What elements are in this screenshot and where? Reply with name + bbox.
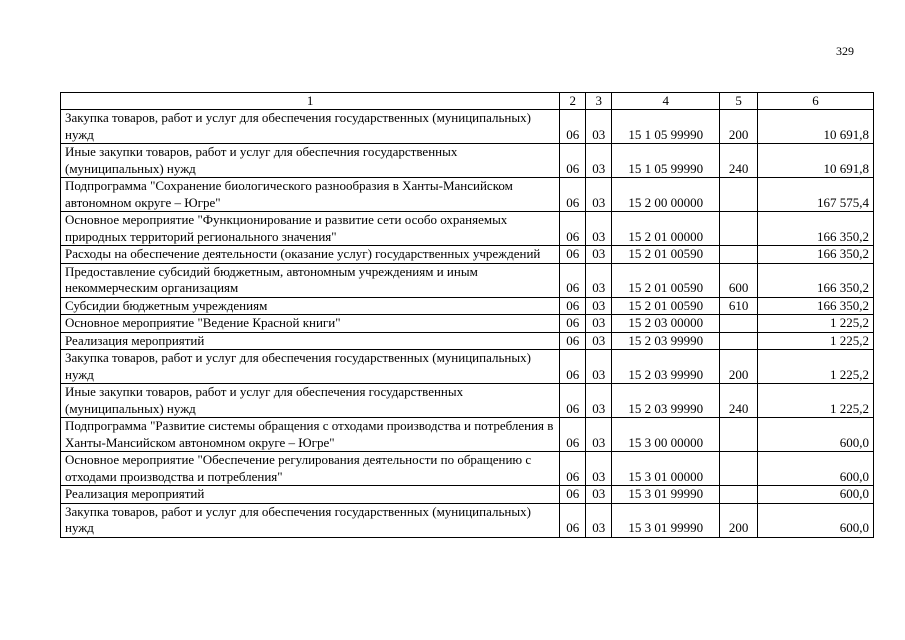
amount-cell: 167 575,4 <box>758 178 874 212</box>
expense-type-cell: 240 <box>720 384 758 418</box>
section-code-cell: 06 <box>560 452 586 486</box>
table-row <box>61 212 874 246</box>
table-row <box>61 503 874 537</box>
amount-cell: 600,0 <box>758 503 874 537</box>
target-article-cell: 15 1 05 99990 <box>612 110 720 144</box>
amount-cell: 166 350,2 <box>758 263 874 297</box>
section-code-cell: 06 <box>560 486 586 504</box>
row-name-cell: Иные закупки товаров, работ и услуг для обеспечения государственных (муниципальных) нужд <box>61 384 560 418</box>
subsection-code-cell: 03 <box>586 297 612 315</box>
amount-cell: 1 225,2 <box>758 384 874 418</box>
table-row <box>61 297 874 315</box>
column-header: 1 <box>61 93 560 110</box>
expense-type-cell <box>720 246 758 264</box>
target-article-cell: 15 3 01 99990 <box>612 503 720 537</box>
row-name-cell: Реализация мероприятий <box>61 486 560 504</box>
section-code-cell: 06 <box>560 332 586 350</box>
expense-type-cell: 610 <box>720 297 758 315</box>
budget-table <box>60 92 874 538</box>
amount-cell: 600,0 <box>758 486 874 504</box>
target-article-cell: 15 2 01 00590 <box>612 246 720 264</box>
subsection-code-cell: 03 <box>586 315 612 333</box>
table-row <box>61 246 874 264</box>
subsection-code-cell: 03 <box>586 246 612 264</box>
header-row <box>61 93 874 110</box>
subsection-code-cell: 03 <box>586 452 612 486</box>
target-article-cell: 15 2 01 00590 <box>612 263 720 297</box>
table-row <box>61 332 874 350</box>
target-article-cell: 15 2 03 00000 <box>612 315 720 333</box>
amount-cell: 166 350,2 <box>758 297 874 315</box>
target-article-cell: 15 2 03 99990 <box>612 384 720 418</box>
section-code-cell: 06 <box>560 384 586 418</box>
row-name-cell: Закупка товаров, работ и услуг для обеспечения государственных (муниципальных) нужд <box>61 503 560 537</box>
table-row <box>61 178 874 212</box>
section-code-cell: 06 <box>560 297 586 315</box>
amount-cell: 1 225,2 <box>758 332 874 350</box>
amount-cell: 1 225,2 <box>758 350 874 384</box>
column-header: 3 <box>586 93 612 110</box>
expense-type-cell <box>720 315 758 333</box>
section-code-cell: 06 <box>560 263 586 297</box>
table-row <box>61 110 874 144</box>
expense-type-cell <box>720 212 758 246</box>
expense-type-cell <box>720 178 758 212</box>
amount-cell: 1 225,2 <box>758 315 874 333</box>
row-name-cell: Реализация мероприятий <box>61 332 560 350</box>
expense-type-cell <box>720 486 758 504</box>
row-name-cell: Основное мероприятие "Ведение Красной книги" <box>61 315 560 333</box>
table-row <box>61 350 874 384</box>
row-name-cell: Предоставление субсидий бюджетным, автономным учреждениям и иным некоммерческим организациям <box>61 263 560 297</box>
column-header: 4 <box>612 93 720 110</box>
subsection-code-cell: 03 <box>586 263 612 297</box>
amount-cell: 600,0 <box>758 452 874 486</box>
page-number: 329 <box>836 44 854 58</box>
table-row <box>61 144 874 178</box>
target-article-cell: 15 2 01 00590 <box>612 297 720 315</box>
amount-cell: 10 691,8 <box>758 144 874 178</box>
column-header: 6 <box>758 93 874 110</box>
target-article-cell: 15 2 00 00000 <box>612 178 720 212</box>
amount-cell: 166 350,2 <box>758 212 874 246</box>
subsection-code-cell: 03 <box>586 144 612 178</box>
expense-type-cell: 200 <box>720 110 758 144</box>
subsection-code-cell: 03 <box>586 384 612 418</box>
target-article-cell: 15 3 01 99990 <box>612 486 720 504</box>
expense-type-cell: 200 <box>720 503 758 537</box>
row-name-cell: Основное мероприятие "Функционирование и развитие сети особо охраняемых природных территорий регионального значения" <box>61 212 560 246</box>
expense-type-cell: 600 <box>720 263 758 297</box>
expense-type-cell: 200 <box>720 350 758 384</box>
row-name-cell: Подпрограмма "Развитие системы обращения с отходами производства и потребления в Ханты-Мансийском автономном округе – Югре" <box>61 418 560 452</box>
table-row <box>61 315 874 333</box>
expense-type-cell: 240 <box>720 144 758 178</box>
row-name-cell: Расходы на обеспечение деятельности (оказание услуг) государственных учреждений <box>61 246 560 264</box>
section-code-cell: 06 <box>560 144 586 178</box>
row-name-cell: Иные закупки товаров, работ и услуг для обеспечния государственных (муниципальных) нужд <box>61 144 560 178</box>
target-article-cell: 15 3 00 00000 <box>612 418 720 452</box>
row-name-cell: Подпрограмма "Сохранение биологического разнообразия в Ханты-Мансийском автономном округе – Югре" <box>61 178 560 212</box>
table-row <box>61 418 874 452</box>
column-header: 5 <box>720 93 758 110</box>
section-code-cell: 06 <box>560 503 586 537</box>
subsection-code-cell: 03 <box>586 486 612 504</box>
expense-type-cell <box>720 332 758 350</box>
subsection-code-cell: 03 <box>586 503 612 537</box>
section-code-cell: 06 <box>560 110 586 144</box>
row-name-cell: Закупка товаров, работ и услуг для обеспечения государственных (муниципальных) нужд <box>61 350 560 384</box>
table-row <box>61 486 874 504</box>
section-code-cell: 06 <box>560 212 586 246</box>
target-article-cell: 15 1 05 99990 <box>612 144 720 178</box>
amount-cell: 600,0 <box>758 418 874 452</box>
column-header: 2 <box>560 93 586 110</box>
table-row <box>61 452 874 486</box>
expense-type-cell <box>720 452 758 486</box>
subsection-code-cell: 03 <box>586 110 612 144</box>
section-code-cell: 06 <box>560 350 586 384</box>
amount-cell: 166 350,2 <box>758 246 874 264</box>
table-row <box>61 263 874 297</box>
table-row <box>61 384 874 418</box>
section-code-cell: 06 <box>560 315 586 333</box>
subsection-code-cell: 03 <box>586 332 612 350</box>
expense-type-cell <box>720 418 758 452</box>
section-code-cell: 06 <box>560 178 586 212</box>
subsection-code-cell: 03 <box>586 350 612 384</box>
subsection-code-cell: 03 <box>586 212 612 246</box>
row-name-cell: Основное мероприятие "Обеспечение регулирования деятельности по обращению с отходами производства и потребления" <box>61 452 560 486</box>
target-article-cell: 15 2 03 99990 <box>612 332 720 350</box>
target-article-cell: 15 3 01 00000 <box>612 452 720 486</box>
subsection-code-cell: 03 <box>586 178 612 212</box>
section-code-cell: 06 <box>560 418 586 452</box>
row-name-cell: Закупка товаров, работ и услуг для обеспечения государственных (муниципальных) нужд <box>61 110 560 144</box>
target-article-cell: 15 2 03 99990 <box>612 350 720 384</box>
table-body <box>61 110 874 538</box>
target-article-cell: 15 2 01 00000 <box>612 212 720 246</box>
subsection-code-cell: 03 <box>586 418 612 452</box>
amount-cell: 10 691,8 <box>758 110 874 144</box>
section-code-cell: 06 <box>560 246 586 264</box>
row-name-cell: Субсидии бюджетным учреждениям <box>61 297 560 315</box>
